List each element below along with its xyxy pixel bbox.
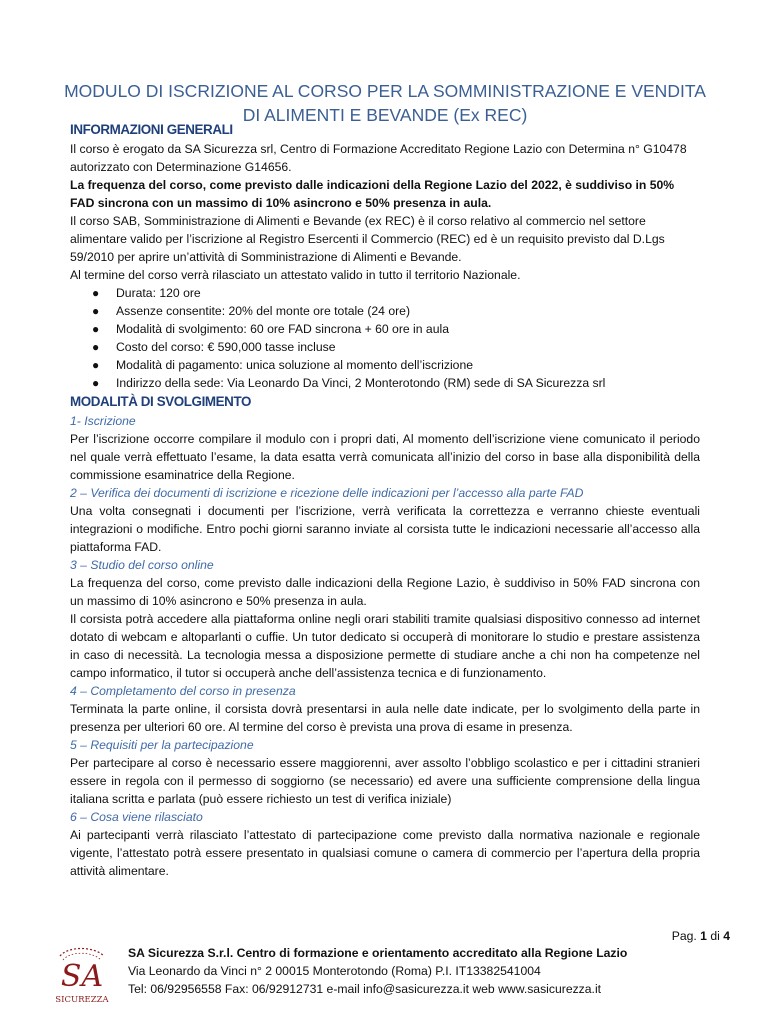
- logo-caption: SICUREZZA: [55, 995, 109, 1005]
- subsection-title-5: 5 – Requisiti per la partecipazione: [70, 738, 254, 752]
- footer: [128, 944, 728, 998]
- footer-contacts: Tel: 06/92956558 Fax: 06/92912731 e-mail info@sasicurezza.it web www.sasicurezza.it: [128, 982, 602, 996]
- list-item: ● Indirizzo della sede: Via Leonardo Da Vinci, 2 Monterotondo (RM) sede di SA Sicurezza srl: [92, 376, 606, 390]
- company-logo: [54, 944, 110, 1006]
- subsection-text-3b: Il corsista potrà accedere alla piattaforma online negli orari stabiliti tramite qualsiasi dispositivo connesso ad internet dotato di webcam e altoparlanti o cuffie. Un tutor dedicato si occuperà di monitorare lo studio e prestare assistenza in caso di necessità. La tecnologia messa a disposizione permette di studiare anche a chi non ha competenze nel campo informatico, il tutor si occuperà anche dell’assistenza tecnica e di funzionamento.: [70, 612, 700, 680]
- list-item: ● Modalità di pagamento: unica soluzione al momento dell’iscrizione: [92, 358, 474, 372]
- info-paragraph-3: Il corso SAB, Somministrazione di Alimenti e Bevande (ex REC) è il corso relativo al commercio nel settore alimentare valido per l’iscrizione al Registro Esercenti il Commercio (REC) ed è un requisito previsto dal D.Lgs 59/2010 per aprire un’attività di Somministrazione di Alimenti e Bevande.: [70, 214, 665, 264]
- bullet-icon: ●: [92, 376, 100, 390]
- bullet-icon: ●: [92, 304, 100, 318]
- bullet-icon: ●: [92, 340, 100, 354]
- subsection-text-5: Per partecipare al corso è necessario essere maggiorenni, aver assolto l’obbligo scolastico e per i cittadini stranieri essere in regola con il permesso di soggiorno (se necessario) ed avere una sufficiente comprensione della lingua italiana scritta e parlata (può essere richiesto un test di verifica iniziale): [70, 756, 700, 806]
- bullet-icon: ●: [92, 322, 100, 336]
- subsection-title-2: 2 – Verifica dei documenti di iscrizione e ricezione delle indicazioni per l’accesso alla parte FAD: [70, 486, 584, 500]
- info-paragraph-1: Il corso è erogato da SA Sicurezza srl, Centro di Formazione Accreditato Regione Lazio con Determina n° G10478 autorizzato con Determinazione G14656.: [70, 142, 687, 174]
- info-paragraph-2: La frequenza del corso, come previsto dalle indicazioni della Regione Lazio del 2022, è suddiviso in 50% FAD sincrona con un massimo di 10% asincrono e 50% presenza in aula.: [70, 178, 675, 210]
- title-line-2: DI ALIMENTI E BEVANDE (Ex REC): [242, 104, 528, 125]
- list-item: ● Costo del corso: € 590,000 tasse incluse: [92, 340, 336, 354]
- list-item: ● Durata: 120 ore: [92, 286, 201, 300]
- footer-address: Via Leonardo da Vinci n° 2 00015 Monterotondo (Roma) P.I. IT13382541004: [128, 964, 541, 978]
- bullet-icon: ●: [92, 358, 100, 372]
- subsection-text-6: Ai partecipanti verrà rilasciato l’attestato di partecipazione come previsto dalla normativa nazionale e regionale vigente, l’attestato potrà essere presentato in qualsiasi comune o camera di commercio per l’apertura della propria attività alimentare.: [70, 828, 700, 878]
- section-heading-modalita: MODALITÀ DI SVOLGIMENTO: [70, 394, 251, 409]
- subsection-text-2: Una volta consegnati i documenti per l’iscrizione, verrà verificata la correttezza e verranno chieste eventuali integrazioni o modifiche. Entro pochi giorni saranno inviate al corsista tutte le indicazioni necessarie all’accesso alla piattaforma FAD.: [70, 504, 700, 554]
- subsection-text-3a: La frequenza del corso, come previsto dalle indicazioni della Regione Lazio, è suddiviso in 50% FAD sincrona con un massimo di 10% asincrono e 50% presenza in aula.: [70, 576, 700, 608]
- document-body: [70, 120, 700, 880]
- list-item: ● Assenze consentite: 20% del monte ore totale (24 ore): [92, 304, 411, 318]
- title-line-1: MODULO DI ISCRIZIONE AL CORSO PER LA SOMMINISTRAZIONE E VENDITA: [64, 80, 706, 101]
- bullet-icon: ●: [92, 286, 100, 300]
- section-heading-info: INFORMAZIONI GENERALI: [70, 122, 233, 137]
- list-item: ● Modalità di svolgimento: 60 ore FAD sincrona + 60 ore in aula: [92, 322, 449, 336]
- logo-mark: SA: [60, 959, 104, 994]
- info-paragraph-4: Al termine del corso verrà rilasciato un attestato valido in tutto il territorio Nazionale.: [70, 268, 521, 282]
- subsection-title-6: 6 – Cosa viene rilasciato: [70, 810, 203, 824]
- subsection-title-1: 1- Iscrizione: [70, 414, 136, 428]
- info-bullet-list: [70, 284, 700, 392]
- page-number: Pag. 1 di 4: [671, 929, 730, 943]
- subsection-text-4: Terminata la parte online, il corsista dovrà presentarsi in aula nelle date indicate, per lo svolgimento della parte in presenza per ulteriori 60 ore. Al termine del corso è prevista una prova di esame in presenza.: [70, 702, 700, 734]
- subsection-title-3: 3 – Studio del corso online: [70, 558, 214, 572]
- subsection-title-4: 4 – Completamento del corso in presenza: [70, 684, 296, 698]
- subsection-text-1: Per l’iscrizione occorre compilare il modulo con i propri dati, Al momento dell’iscrizione viene comunicato il periodo nel quale verrà effettuato l’esame, la data esatta verrà comunicata all’inizio del corso in base alla disponibilità della commissione esaminatrice della Regione.: [70, 432, 700, 482]
- footer-company: SA Sicurezza S.r.l. Centro di formazione e orientamento accreditato alla Regione Lazio: [128, 946, 628, 960]
